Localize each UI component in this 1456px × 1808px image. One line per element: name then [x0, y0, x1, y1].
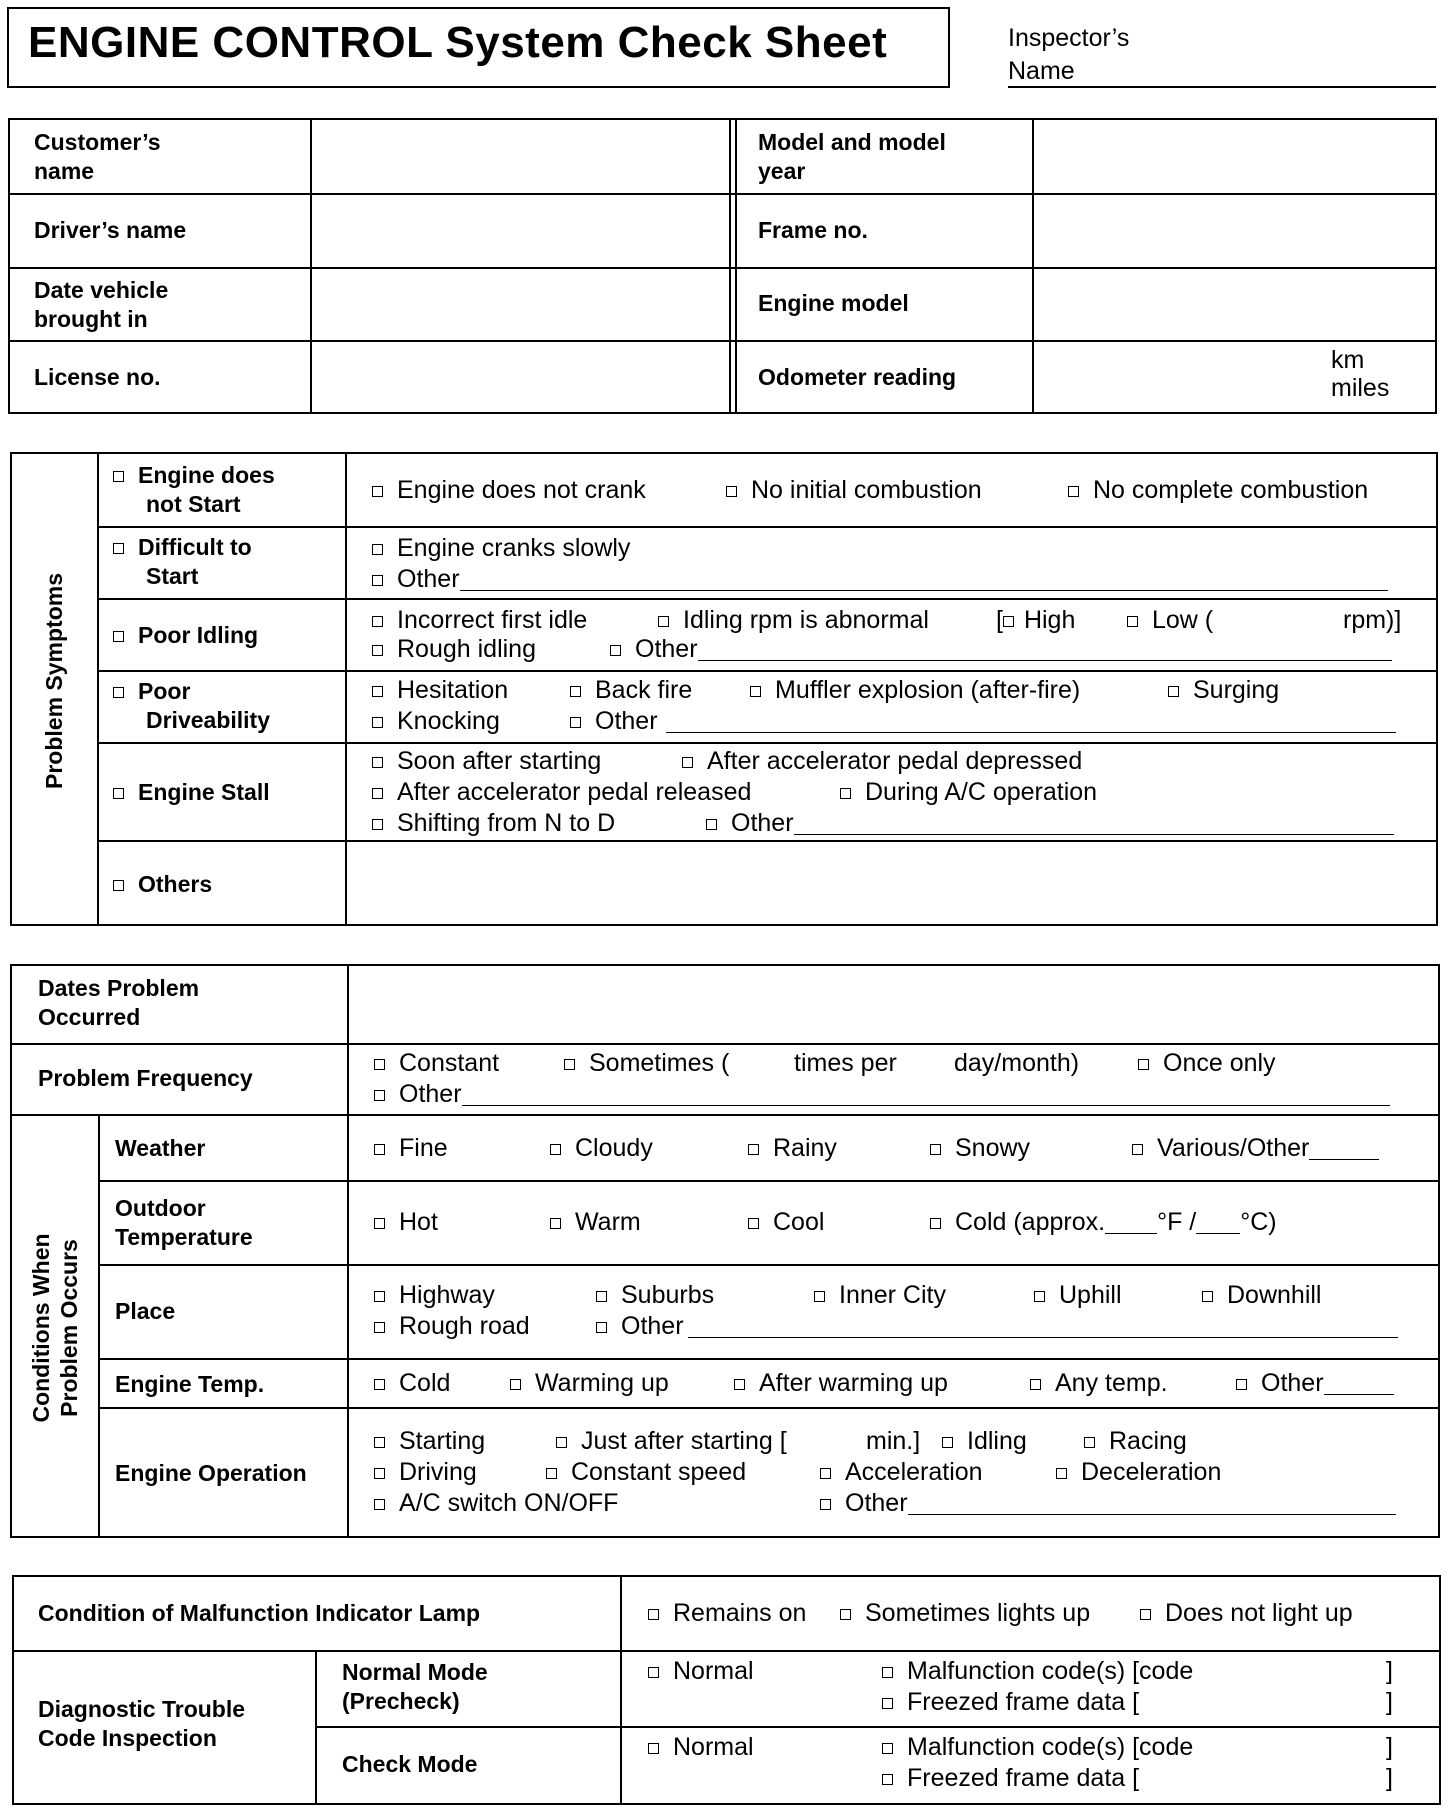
customer-name-label: Customer’s name: [34, 129, 161, 184]
idle-opt-high[interactable]: [ High: [996, 606, 1076, 634]
op-opt-idling[interactable]: Idling: [942, 1426, 1027, 1457]
etemp-opt-other[interactable]: Other: [1236, 1368, 1394, 1399]
bracket: ]: [1386, 1688, 1393, 1716]
freq-opt-sometimes[interactable]: Sometimes (: [564, 1048, 729, 1079]
engine-model-field[interactable]: [1034, 269, 1436, 339]
idle-opt-low[interactable]: Low (: [1127, 605, 1213, 636]
freq-opt-other[interactable]: Other: [374, 1079, 1390, 1110]
mil-opt-remains-on[interactable]: Remains on: [648, 1598, 806, 1629]
drive-opt-knocking[interactable]: Knocking: [372, 706, 500, 737]
drivers-name-field[interactable]: [312, 195, 728, 266]
engine-temp-label: Engine Temp.: [115, 1371, 265, 1397]
temp-opt-warm[interactable]: Warm: [550, 1207, 641, 1238]
odometer-units: km miles: [1331, 346, 1390, 402]
drive-opt-back-fire[interactable]: Back fire: [570, 675, 692, 706]
check-mode-label: Check Mode: [342, 1751, 478, 1777]
does-not-start-checkbox[interactable]: Engine does not Start: [113, 461, 275, 519]
etemp-opt-cold[interactable]: Cold: [374, 1368, 450, 1399]
drive-opt-surging[interactable]: Surging: [1168, 675, 1279, 706]
drive-opt-muffler[interactable]: Muffler explosion (after-fire): [750, 675, 1080, 706]
op-opt-ac-switch[interactable]: A/C switch ON/OFF: [374, 1488, 618, 1519]
freq-opt-constant[interactable]: Constant: [374, 1048, 499, 1079]
idle-opt-rough[interactable]: Rough idling: [372, 634, 536, 665]
op-opt-just-after[interactable]: Just after starting [: [556, 1426, 787, 1457]
op-opt-other[interactable]: Other: [820, 1488, 1396, 1519]
place-label: Place: [115, 1298, 176, 1324]
weather-opt-snowy[interactable]: Snowy: [930, 1133, 1030, 1164]
normal-mode-normal[interactable]: Normal: [648, 1656, 754, 1687]
dtc-label: Diagnostic Trouble Code Inspection: [38, 1696, 246, 1751]
idle-rpm-unit: rpm)]: [1343, 606, 1402, 634]
drive-opt-hesitation[interactable]: Hesitation: [372, 675, 508, 706]
mil-opt-not-light[interactable]: Does not light up: [1140, 1598, 1353, 1629]
check-mode-normal[interactable]: Normal: [648, 1732, 754, 1763]
idle-opt-incorrect-first[interactable]: Incorrect first idle: [372, 605, 587, 636]
stall-opt-pedal-depressed[interactable]: After accelerator pedal depressed: [682, 746, 1082, 777]
place-opt-suburbs[interactable]: Suburbs: [596, 1280, 714, 1311]
weather-opt-rainy[interactable]: Rainy: [748, 1133, 837, 1164]
customer-name-field[interactable]: [312, 120, 728, 192]
conditions-label: Conditions When Problem Occurs: [28, 1233, 82, 1423]
drive-opt-other[interactable]: Other: [570, 706, 1396, 737]
stall-opt-other[interactable]: Other: [706, 808, 1394, 839]
dates-label: Dates Problem Occurred: [38, 975, 200, 1030]
temp-opt-cold[interactable]: Cold (approx. °F / °C): [930, 1207, 1277, 1238]
op-opt-acceleration[interactable]: Acceleration: [820, 1457, 983, 1488]
check-mode-freeze-frame[interactable]: Freezed frame data [: [882, 1763, 1139, 1794]
etemp-opt-any[interactable]: Any temp.: [1030, 1368, 1168, 1399]
date-brought-field[interactable]: [312, 269, 728, 339]
idle-opt-other[interactable]: Other: [610, 634, 1392, 665]
license-no-label: License no.: [34, 364, 161, 390]
diff-opt-cranks-slowly[interactable]: Engine cranks slowly: [372, 533, 630, 564]
frequency-label: Problem Frequency: [38, 1065, 253, 1091]
place-opt-rough-road[interactable]: Rough road: [374, 1311, 530, 1342]
license-no-field[interactable]: [312, 342, 728, 412]
temp-opt-hot[interactable]: Hot: [374, 1207, 438, 1238]
bracket: ]: [1386, 1733, 1393, 1761]
stall-opt-pedal-released[interactable]: After accelerator pedal released: [372, 777, 751, 808]
normal-mode-freeze-frame[interactable]: Freezed frame data [: [882, 1687, 1139, 1718]
dates-field[interactable]: [349, 966, 1438, 1042]
op-opt-deceleration[interactable]: Deceleration: [1056, 1457, 1221, 1488]
dns-opt-no-crank[interactable]: Engine does not crank: [372, 475, 646, 506]
dns-opt-no-complete[interactable]: No complete combustion: [1068, 475, 1368, 506]
engine-stall-checkbox[interactable]: Engine Stall: [113, 778, 270, 807]
freq-day-month: day/month): [954, 1049, 1080, 1077]
inspector-label: Inspector’s Name: [1008, 24, 1130, 85]
stall-opt-n-to-d[interactable]: Shifting from N to D: [372, 808, 615, 839]
place-opt-highway[interactable]: Highway: [374, 1280, 495, 1311]
stall-opt-ac[interactable]: During A/C operation: [840, 777, 1097, 808]
op-opt-constant-speed[interactable]: Constant speed: [546, 1457, 746, 1488]
frame-no-label: Frame no.: [758, 217, 868, 243]
others-field[interactable]: [347, 842, 1436, 924]
dns-opt-no-initial[interactable]: No initial combustion: [726, 475, 982, 506]
drivers-name-label: Driver’s name: [34, 217, 187, 243]
weather-opt-various[interactable]: Various/Other: [1132, 1133, 1379, 1164]
engine-model-label: Engine model: [758, 290, 909, 316]
model-year-field[interactable]: [1034, 120, 1436, 192]
place-opt-inner-city[interactable]: Inner City: [814, 1280, 946, 1311]
weather-opt-fine[interactable]: Fine: [374, 1133, 448, 1164]
op-opt-starting[interactable]: Starting: [374, 1426, 485, 1457]
page-title: ENGINE CONTROL System Check Sheet: [28, 18, 888, 67]
problem-symptoms-label: Problem Symptoms: [41, 573, 67, 789]
bracket: ]: [1386, 1657, 1393, 1685]
poor-driveability-checkbox[interactable]: Poor Driveability: [113, 677, 270, 735]
mil-opt-sometimes[interactable]: Sometimes lights up: [840, 1598, 1090, 1629]
normal-mode-label: Normal Mode (Precheck): [342, 1659, 488, 1714]
op-opt-driving[interactable]: Driving: [374, 1457, 477, 1488]
inspector-name-field[interactable]: [1008, 86, 1436, 88]
freq-times-per: times per: [794, 1049, 897, 1077]
difficult-start-checkbox[interactable]: Difficult to Start: [113, 533, 252, 591]
check-mode-malfunction-code[interactable]: Malfunction code(s) [code: [882, 1732, 1193, 1763]
place-opt-uphill[interactable]: Uphill: [1034, 1280, 1122, 1311]
freq-opt-once[interactable]: Once only: [1138, 1048, 1276, 1079]
bracket: ]: [1386, 1764, 1393, 1792]
mil-label: Condition of Malfunction Indicator Lamp: [38, 1600, 481, 1626]
normal-mode-malfunction-code[interactable]: Malfunction code(s) [code: [882, 1656, 1193, 1687]
odometer-label: Odometer reading: [758, 364, 957, 390]
outdoor-temp-label: Outdoor Temperature: [115, 1195, 253, 1250]
place-opt-downhill[interactable]: Downhill: [1202, 1280, 1321, 1311]
temp-opt-cool[interactable]: Cool: [748, 1207, 824, 1238]
weather-opt-cloudy[interactable]: Cloudy: [550, 1133, 653, 1164]
op-min-unit: min.]: [866, 1427, 921, 1455]
date-brought-label: Date vehicle brought in: [34, 277, 169, 332]
place-opt-other[interactable]: Other: [596, 1311, 1398, 1342]
model-year-label: Model and model year: [758, 129, 946, 184]
engine-op-label: Engine Operation: [115, 1460, 307, 1486]
weather-label: Weather: [115, 1135, 206, 1161]
etemp-opt-warming[interactable]: Warming up: [510, 1368, 669, 1399]
etemp-opt-after-warming[interactable]: After warming up: [734, 1368, 948, 1399]
stall-opt-soon-after[interactable]: Soon after starting: [372, 746, 601, 777]
poor-idling-checkbox[interactable]: Poor Idling: [113, 621, 258, 650]
frame-no-field[interactable]: [1034, 195, 1436, 266]
op-opt-racing[interactable]: Racing: [1084, 1426, 1187, 1457]
diff-opt-other[interactable]: Other: [372, 564, 1388, 595]
idle-opt-abnormal-rpm[interactable]: Idling rpm is abnormal: [658, 605, 929, 636]
others-checkbox[interactable]: Others: [113, 870, 212, 899]
